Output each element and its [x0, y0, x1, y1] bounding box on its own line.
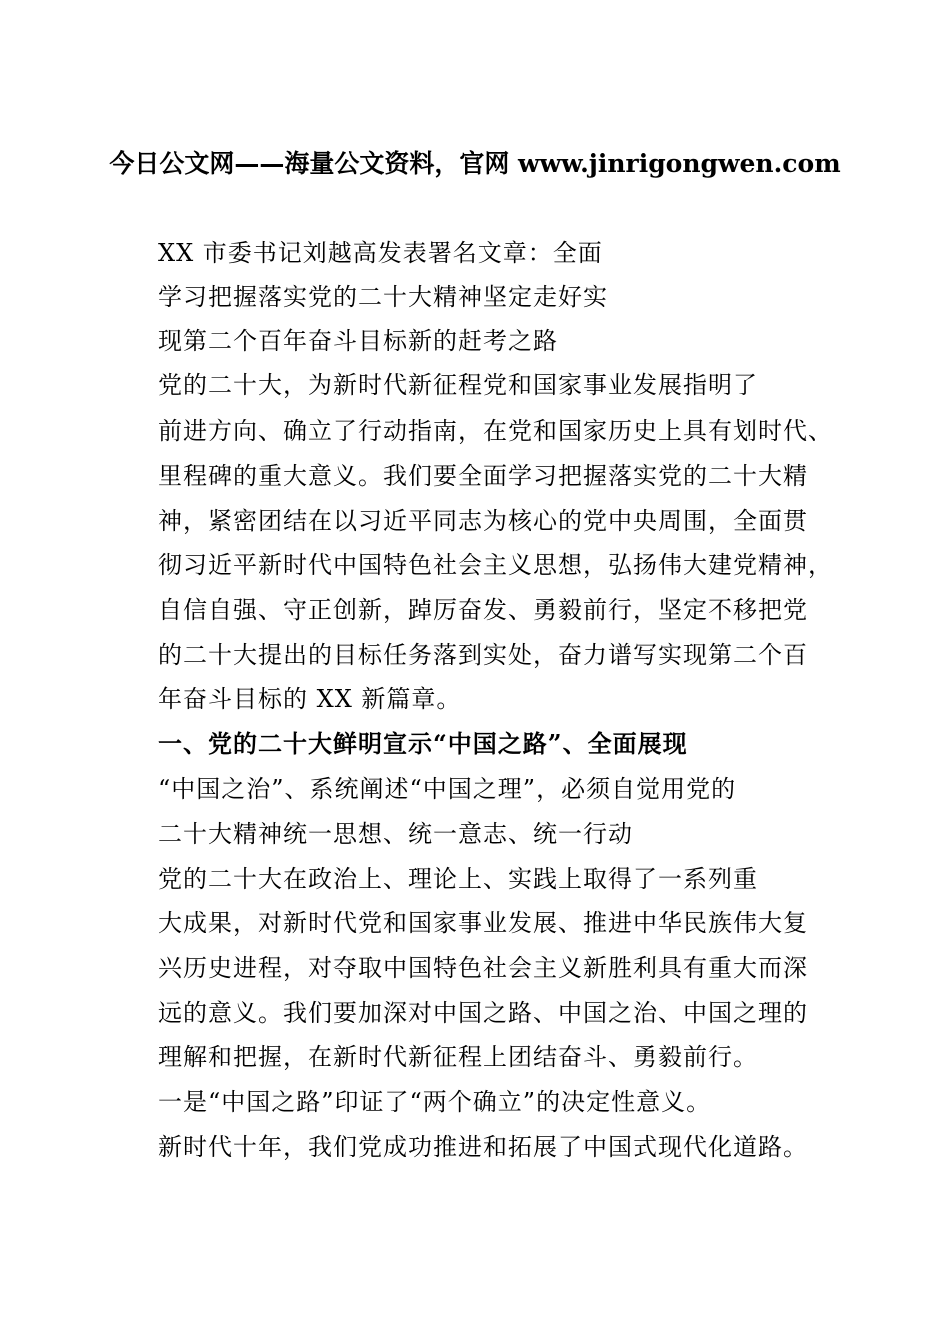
website-header: 今日公文网——海量公文资料，官网 www.jinrigongwen.com [109, 149, 841, 178]
section-heading: 一、党的二十大鲜明宣示“中国之路”、全面展现 [158, 729, 688, 758]
intro-paragraph-line: 里程碑的重大意义。我们要全面学习把握落实党的二十大精 [158, 462, 808, 490]
article-title-line: 现第二个百年奋斗目标新的赶考之路 [158, 327, 558, 355]
intro-paragraph-line: 的二十大提出的目标任务落到实处，奋力谱写实现第二个百 [158, 641, 808, 669]
article-title-line: XX 市委书记刘越高发表署名文章：全面 [158, 239, 603, 267]
section-heading-continuation: 二十大精神统一思想、统一意志、统一行动 [158, 820, 633, 848]
section-paragraph-line: 远的意义。我们要加深对中国之路、中国之治、中国之理的 [158, 999, 808, 1027]
intro-paragraph-line: 彻习近平新时代中国特色社会主义思想，弘扬伟大建党精神， [158, 551, 833, 579]
section-paragraph-line: 兴历史进程，对夺取中国特色社会主义新胜利具有重大而深 [158, 954, 808, 982]
intro-paragraph-line: 神，紧密团结在以习近平同志为核心的党中央周围，全面贯 [158, 507, 808, 535]
intro-paragraph-line: 党的二十大，为新时代新征程党和国家事业发展指明了 [158, 371, 758, 399]
point-heading: 一是“中国之路”印证了“两个确立”的决定性意义。 [158, 1088, 712, 1116]
intro-paragraph-line: 前进方向、确立了行动指南，在党和国家历史上具有划时代、 [158, 417, 833, 445]
intro-paragraph-line: 年奋斗目标的 XX 新篇章。 [158, 685, 462, 713]
article-title-line: 学习把握落实党的二十大精神坚定走好实 [158, 283, 608, 311]
section-paragraph-line: 党的二十大在政治上、理论上、实践上取得了一系列重 [158, 865, 758, 893]
section-paragraph-line: 理解和把握，在新时代新征程上团结奋斗、勇毅前行。 [158, 1043, 758, 1071]
intro-paragraph-line: 自信自强、守正创新，踔厉奋发、勇毅前行，坚定不移把党 [158, 596, 808, 624]
section-heading-continuation: “中国之治”、系统阐述“中国之理”，必须自觉用党的 [158, 775, 737, 803]
section-paragraph-line: 大成果，对新时代党和国家事业发展、推进中华民族伟大复 [158, 909, 808, 937]
point-paragraph-line: 新时代十年，我们党成功推进和拓展了中国式现代化道路。 [158, 1133, 808, 1161]
